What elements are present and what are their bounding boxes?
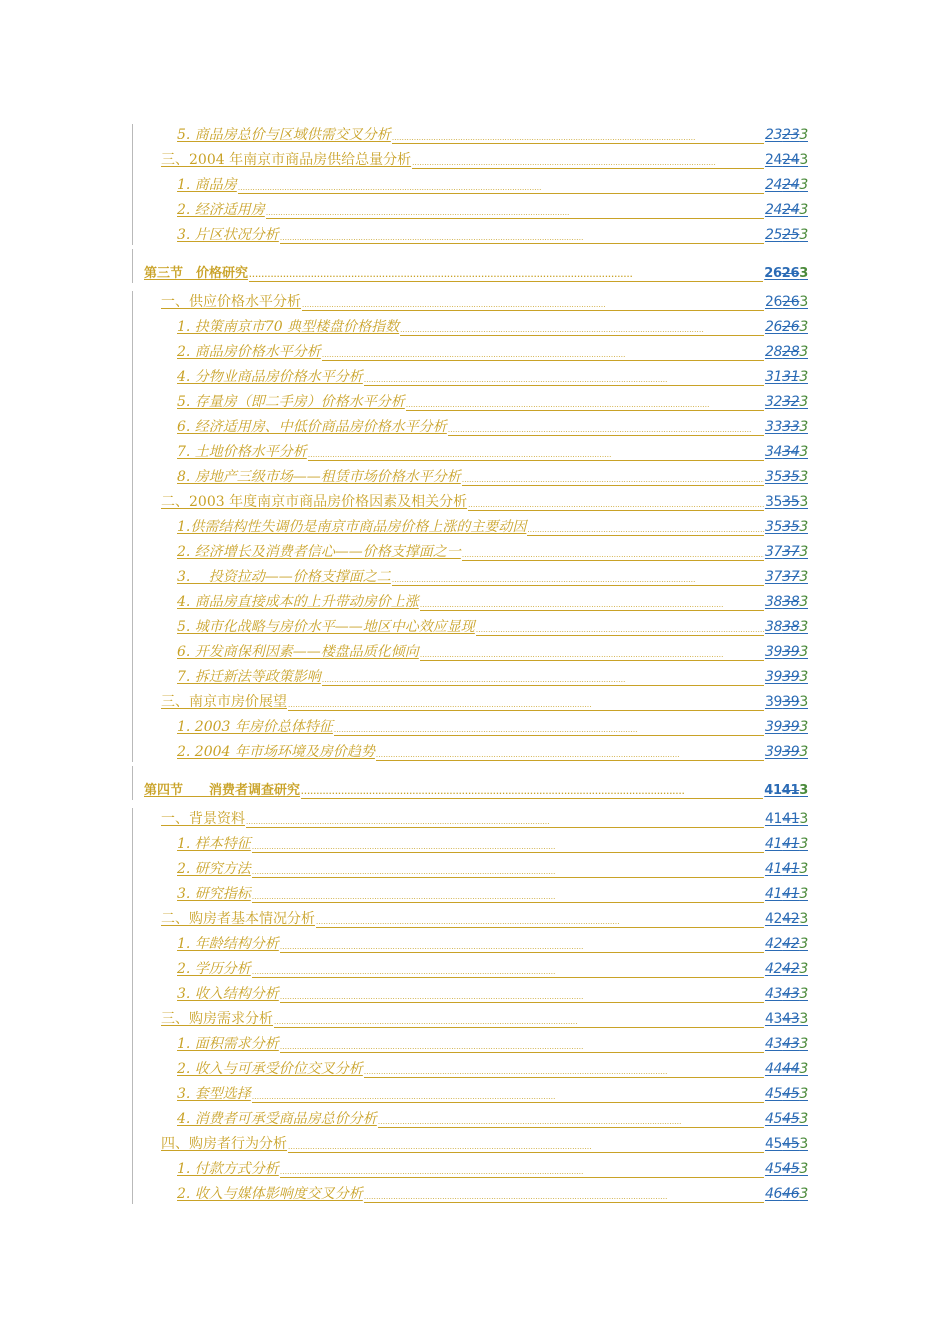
toc-page-number: 37373 <box>764 569 808 585</box>
toc-section-entry[interactable] <box>132 764 808 802</box>
toc-page-number: 39393 <box>764 719 808 735</box>
toc-entry[interactable] <box>132 1081 808 1106</box>
toc-entry-title: 3. 片区状况分析 <box>177 227 279 243</box>
toc-page-number: 42423 <box>764 911 808 927</box>
toc-entry-title: 4. 商品房直接成本的上升带动房价上涨 <box>177 594 419 610</box>
dot-leader <box>302 296 764 311</box>
toc-page-number: 39393 <box>764 744 808 760</box>
toc-page-number: 24243 <box>764 152 808 168</box>
toc-page-number: 39393 <box>764 644 808 660</box>
toc-entry[interactable] <box>132 1006 808 1031</box>
dot-leader <box>527 521 764 536</box>
toc-section-heading-3 <box>132 247 808 285</box>
toc-entry[interactable] <box>132 439 808 464</box>
toc-entry[interactable] <box>132 489 808 514</box>
toc-entry-title: 5. 存量房（即二手房）价格水平分析 <box>177 394 405 410</box>
toc-entry-title: 二、购房者基本情况分析 <box>161 911 315 927</box>
dot-leader <box>252 1088 764 1103</box>
toc-entry-title: 2. 2004 年市场环境及房价趋势 <box>177 744 375 760</box>
dot-leader <box>420 596 764 611</box>
dot-leader <box>412 154 764 169</box>
toc-entry[interactable] <box>132 689 808 714</box>
toc-entry-title: 2. 学历分析 <box>177 961 251 977</box>
toc-section-entry[interactable] <box>132 247 808 285</box>
toc-entry-title: 二、2003 年度南京市商品房价格因素及相关分析 <box>161 494 468 510</box>
toc-entry-title: 2. 收入与媒体影响度交叉分析 <box>177 1186 363 1202</box>
dot-leader <box>364 1188 764 1203</box>
dot-leader <box>322 346 764 361</box>
toc-entry[interactable] <box>132 122 808 147</box>
dot-leader <box>392 129 764 144</box>
toc-entry-title: 4. 消费者可承受商品房总价分析 <box>177 1111 377 1127</box>
toc-page-number: 41413 <box>764 783 808 798</box>
toc-page-number: 41413 <box>764 886 808 902</box>
toc-entry-title: 3. 收入结构分析 <box>177 986 279 1002</box>
dot-leader <box>334 721 764 736</box>
dot-leader <box>280 938 764 953</box>
toc-page-number: 37373 <box>764 544 808 560</box>
dot-leader <box>468 496 764 511</box>
dot-leader <box>280 1163 764 1178</box>
toc-entry-title: 6. 开发商保利因素——楼盘品质化倾向 <box>177 644 419 660</box>
toc-entry-title: 1. 年龄结构分析 <box>177 936 279 952</box>
toc-entry[interactable] <box>132 856 808 881</box>
toc-entry-title: 2. 商品房价格水平分析 <box>177 344 321 360</box>
toc-entry[interactable] <box>132 714 808 739</box>
toc-entry-title: 6. 经济适用房、中低价商品房价格水平分析 <box>177 419 447 435</box>
toc-entry-title: 三、南京市房价展望 <box>161 694 287 710</box>
toc-entry[interactable] <box>132 956 808 981</box>
toc-entry[interactable] <box>132 389 808 414</box>
dot-leader <box>308 446 764 461</box>
toc-entry[interactable] <box>132 564 808 589</box>
dot-leader <box>280 229 764 244</box>
toc-entry[interactable] <box>132 314 808 339</box>
toc-page-number: 25253 <box>764 227 808 243</box>
toc-entry[interactable] <box>132 739 808 764</box>
toc-page-number: 32323 <box>764 394 808 410</box>
toc-entry-title: 1.供需结构性失调仍是南京市商品房价格上涨的主要动因 <box>177 519 527 535</box>
toc-entry-title: 7. 土地价格水平分析 <box>177 444 307 460</box>
toc-entry-title: 1. 付款方式分析 <box>177 1161 279 1177</box>
toc-page-number: 42423 <box>764 961 808 977</box>
toc-page-number: 35353 <box>764 494 808 510</box>
dot-leader <box>266 204 764 219</box>
toc-entry[interactable] <box>132 981 808 1006</box>
dot-leader <box>238 179 764 194</box>
toc-page-number: 46463 <box>764 1186 808 1202</box>
toc-entry[interactable] <box>132 881 808 906</box>
toc-entry[interactable] <box>132 514 808 539</box>
toc-page-number: 24243 <box>764 177 808 193</box>
toc-page-number: 45453 <box>764 1086 808 1102</box>
toc-page-number: 41413 <box>764 836 808 852</box>
toc-page-number: 28283 <box>764 344 808 360</box>
toc-entry-title: 三、购房需求分析 <box>161 1011 273 1027</box>
toc-page-number: 41413 <box>764 811 808 827</box>
toc-entry[interactable] <box>132 414 808 439</box>
toc-entry-title: 2. 经济增长及消费者信心——价格支撑面之一 <box>177 544 461 560</box>
toc-entry-title: 一、供应价格水平分析 <box>161 294 301 310</box>
toc-entry[interactable] <box>132 1056 808 1081</box>
toc-entry[interactable] <box>132 1106 808 1131</box>
toc-page-number: 35353 <box>764 519 808 535</box>
toc-entry-title: 5. 城市化战略与房价水平——地区中心效应显现 <box>177 619 475 635</box>
toc-group-section-2-tail <box>132 122 808 247</box>
toc-page-number: 45453 <box>764 1161 808 1177</box>
toc-entry[interactable] <box>132 1156 808 1181</box>
toc-entry-title: 2. 研究方法 <box>177 861 251 877</box>
toc-entry[interactable] <box>132 664 808 689</box>
dot-leader <box>249 267 763 282</box>
dot-leader <box>274 1013 764 1028</box>
dot-leader <box>462 546 764 561</box>
toc-entry[interactable] <box>132 539 808 564</box>
dot-leader <box>288 696 764 711</box>
toc-entry[interactable] <box>132 589 808 614</box>
toc-page-number: 31313 <box>764 369 808 385</box>
toc-page-number: 38383 <box>764 594 808 610</box>
toc-entry[interactable] <box>132 464 808 489</box>
toc-page-number: 34343 <box>764 444 808 460</box>
toc-page-number: 26263 <box>764 266 808 281</box>
dot-leader <box>378 1113 764 1128</box>
toc-page-number: 24243 <box>764 202 808 218</box>
toc-entry-title: 3. 投资拉动——价格支撑面之二 <box>177 569 391 585</box>
toc-page-number: 35353 <box>764 469 808 485</box>
toc-entry-title: 5. 商品房总价与区域供需交叉分析 <box>177 127 391 143</box>
toc-page-number: 43433 <box>764 986 808 1002</box>
toc-entry[interactable] <box>132 1031 808 1056</box>
toc-entry[interactable] <box>132 339 808 364</box>
toc-entry[interactable] <box>132 1181 808 1206</box>
dot-leader <box>280 988 764 1003</box>
dot-leader <box>252 963 764 978</box>
toc-entry[interactable] <box>132 931 808 956</box>
dot-leader <box>301 784 763 799</box>
table-of-contents <box>132 122 808 1206</box>
toc-entry-title: 8. 房地产三级市场——租赁市场价格水平分析 <box>177 469 461 485</box>
toc-section-heading-4 <box>132 764 808 802</box>
toc-entry-title: 一、背景资料 <box>161 811 245 827</box>
toc-entry-title: 1. 面积需求分析 <box>177 1036 279 1052</box>
dot-leader <box>252 863 764 878</box>
dot-leader <box>462 471 764 486</box>
toc-entry[interactable] <box>132 639 808 664</box>
toc-entry-title: 3. 研究指标 <box>177 886 251 902</box>
toc-entry[interactable] <box>132 289 808 314</box>
dot-leader <box>246 813 764 828</box>
toc-entry-title: 4. 分物业商品房价格水平分析 <box>177 369 363 385</box>
toc-page-number: 33333 <box>764 419 808 435</box>
dot-leader <box>448 421 764 436</box>
dot-leader <box>376 746 764 761</box>
dot-leader <box>420 646 764 661</box>
dot-leader <box>392 571 764 586</box>
toc-page-number: 23233 <box>764 127 808 143</box>
toc-entry-title: 2. 经济适用房 <box>177 202 265 218</box>
toc-entry[interactable] <box>132 197 808 222</box>
toc-entry[interactable] <box>132 614 808 639</box>
dot-leader <box>406 396 764 411</box>
dot-leader <box>400 321 764 336</box>
dot-leader <box>364 371 764 386</box>
toc-entry-title: 1. 抉策南京市70 典型楼盘价格指数 <box>177 319 400 335</box>
dot-leader <box>476 621 764 636</box>
toc-page-number: 39393 <box>764 669 808 685</box>
toc-entry-title: 1. 商品房 <box>177 177 237 193</box>
toc-entry[interactable] <box>132 147 808 172</box>
toc-page-number: 38383 <box>764 619 808 635</box>
toc-entry[interactable] <box>132 906 808 931</box>
toc-entry-title: 1. 样本特征 <box>177 836 251 852</box>
toc-entry-title: 四、购房者行为分析 <box>161 1136 287 1152</box>
dot-leader <box>252 838 764 853</box>
toc-page-number: 45453 <box>764 1111 808 1127</box>
toc-page-number: 39393 <box>764 694 808 710</box>
toc-page-number: 42423 <box>764 936 808 952</box>
toc-entry-title: 1. 2003 年房价总体特征 <box>177 719 333 735</box>
toc-page-number: 44443 <box>764 1061 808 1077</box>
toc-entry-title: 3. 套型选择 <box>177 1086 251 1102</box>
toc-page-number: 26263 <box>764 319 808 335</box>
toc-group-section-3 <box>132 289 808 764</box>
toc-page-number: 43433 <box>764 1011 808 1027</box>
dot-leader <box>316 913 764 928</box>
toc-entry-title: 2. 收入与可承受价位交叉分析 <box>177 1061 363 1077</box>
toc-entry[interactable] <box>132 1131 808 1156</box>
toc-page-number: 43433 <box>764 1036 808 1052</box>
dot-leader <box>364 1063 764 1078</box>
toc-entry[interactable] <box>132 364 808 389</box>
dot-leader <box>252 888 764 903</box>
dot-leader <box>322 671 764 686</box>
toc-entry[interactable] <box>132 806 808 831</box>
toc-entry[interactable] <box>132 831 808 856</box>
toc-entry[interactable] <box>132 172 808 197</box>
toc-entry-title: 7. 拆迁新法等政策影响 <box>177 669 321 685</box>
toc-page-number: 26263 <box>764 294 808 310</box>
toc-section-title: 第四节 消费者调查研究 <box>144 783 301 798</box>
toc-group-section-4 <box>132 806 808 1206</box>
dot-leader <box>280 1038 764 1053</box>
toc-section-title: 第三节 价格研究 <box>144 266 249 281</box>
dot-leader <box>288 1138 764 1153</box>
toc-entry-title: 三、2004 年南京市商品房供给总量分析 <box>161 152 412 168</box>
toc-page-number: 45453 <box>764 1136 808 1152</box>
toc-page-number: 41413 <box>764 861 808 877</box>
toc-entry[interactable] <box>132 222 808 247</box>
